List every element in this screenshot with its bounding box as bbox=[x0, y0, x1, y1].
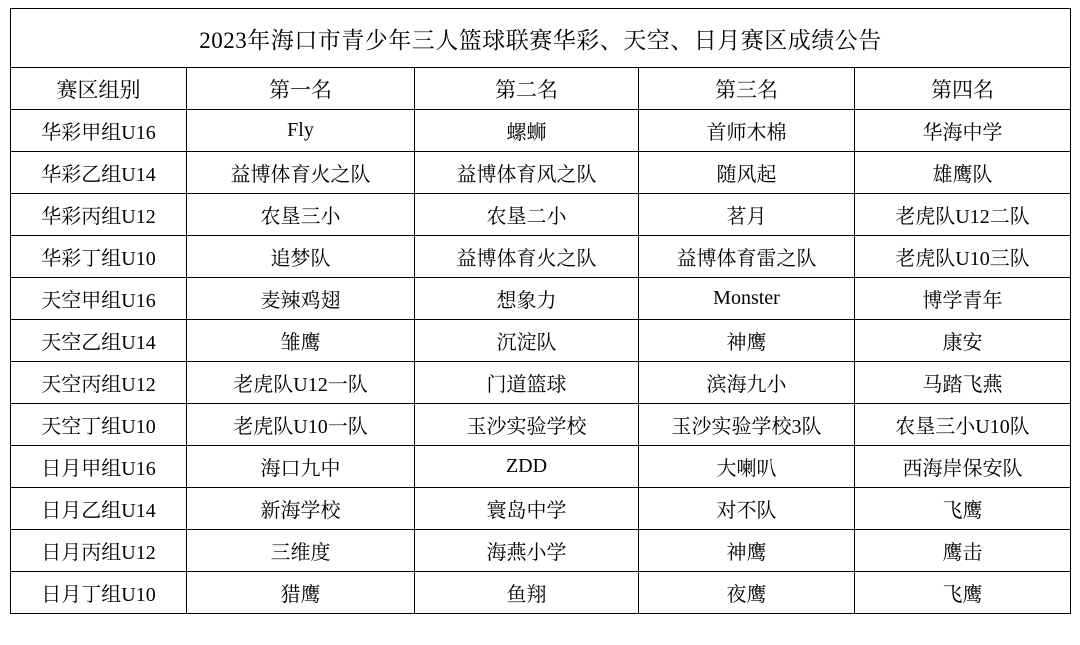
cell-second: 益博体育风之队 bbox=[415, 152, 639, 194]
cell-third: 神鹰 bbox=[639, 530, 855, 572]
cell-second: 益博体育火之队 bbox=[415, 236, 639, 278]
table-row bbox=[11, 152, 1071, 194]
cell-second: 玉沙实验学校 bbox=[415, 404, 639, 446]
cell-first: Fly bbox=[187, 110, 415, 152]
cell-second: 螺蛳 bbox=[415, 110, 639, 152]
cell-fourth: 老虎队U12二队 bbox=[855, 194, 1071, 236]
cell-first: 追梦队 bbox=[187, 236, 415, 278]
cell-fourth: 华海中学 bbox=[855, 110, 1071, 152]
cell-group: 日月丁组U10 bbox=[11, 572, 187, 614]
cell-group: 华彩乙组U14 bbox=[11, 152, 187, 194]
cell-group: 天空丙组U12 bbox=[11, 362, 187, 404]
cell-first: 老虎队U10一队 bbox=[187, 404, 415, 446]
cell-group: 天空丁组U10 bbox=[11, 404, 187, 446]
table-row bbox=[11, 404, 1071, 446]
cell-third: 滨海九小 bbox=[639, 362, 855, 404]
cell-first: 三维度 bbox=[187, 530, 415, 572]
table-row bbox=[11, 194, 1071, 236]
column-header-first: 第一名 bbox=[187, 68, 415, 110]
cell-second: 寰岛中学 bbox=[415, 488, 639, 530]
cell-fourth: 农垦三小U10队 bbox=[855, 404, 1071, 446]
column-header-third: 第三名 bbox=[639, 68, 855, 110]
cell-fourth: 老虎队U10三队 bbox=[855, 236, 1071, 278]
cell-first: 益博体育火之队 bbox=[187, 152, 415, 194]
cell-group: 天空乙组U14 bbox=[11, 320, 187, 362]
cell-third: 夜鹰 bbox=[639, 572, 855, 614]
cell-first: 新海学校 bbox=[187, 488, 415, 530]
table-row bbox=[11, 320, 1071, 362]
cell-third: 茗月 bbox=[639, 194, 855, 236]
cell-third: 首师木棉 bbox=[639, 110, 855, 152]
table-row bbox=[11, 236, 1071, 278]
results-table bbox=[10, 8, 1071, 614]
cell-fourth: 雄鹰队 bbox=[855, 152, 1071, 194]
cell-first: 老虎队U12一队 bbox=[187, 362, 415, 404]
cell-second: 海燕小学 bbox=[415, 530, 639, 572]
table-row bbox=[11, 572, 1071, 614]
cell-third: 玉沙实验学校3队 bbox=[639, 404, 855, 446]
cell-second: 农垦二小 bbox=[415, 194, 639, 236]
cell-second: 沉淀队 bbox=[415, 320, 639, 362]
cell-first: 麦辣鸡翅 bbox=[187, 278, 415, 320]
cell-second: ZDD bbox=[415, 446, 639, 488]
cell-third: 对不队 bbox=[639, 488, 855, 530]
cell-second: 鱼翔 bbox=[415, 572, 639, 614]
table-row bbox=[11, 362, 1071, 404]
cell-group: 华彩丙组U12 bbox=[11, 194, 187, 236]
cell-fourth: 飞鹰 bbox=[855, 572, 1071, 614]
cell-fourth: 博学青年 bbox=[855, 278, 1071, 320]
cell-group: 日月乙组U14 bbox=[11, 488, 187, 530]
table-row bbox=[11, 110, 1071, 152]
cell-fourth: 马踏飞燕 bbox=[855, 362, 1071, 404]
cell-fourth: 飞鹰 bbox=[855, 488, 1071, 530]
cell-group: 华彩甲组U16 bbox=[11, 110, 187, 152]
cell-second: 想象力 bbox=[415, 278, 639, 320]
cell-first: 猎鹰 bbox=[187, 572, 415, 614]
cell-group: 天空甲组U16 bbox=[11, 278, 187, 320]
cell-third: 益博体育雷之队 bbox=[639, 236, 855, 278]
table-row bbox=[11, 446, 1071, 488]
column-header-second: 第二名 bbox=[415, 68, 639, 110]
page-title: 2023年海口市青少年三人篮球联赛华彩、天空、日月赛区成绩公告 bbox=[11, 9, 1071, 68]
cell-first: 农垦三小 bbox=[187, 194, 415, 236]
cell-group: 华彩丁组U10 bbox=[11, 236, 187, 278]
table-row bbox=[11, 530, 1071, 572]
cell-third: Monster bbox=[639, 278, 855, 320]
cell-fourth: 西海岸保安队 bbox=[855, 446, 1071, 488]
cell-third: 神鹰 bbox=[639, 320, 855, 362]
cell-group: 日月甲组U16 bbox=[11, 446, 187, 488]
table-row bbox=[11, 278, 1071, 320]
cell-second: 门道篮球 bbox=[415, 362, 639, 404]
table-row bbox=[11, 488, 1071, 530]
cell-fourth: 鹰击 bbox=[855, 530, 1071, 572]
cell-first: 雏鹰 bbox=[187, 320, 415, 362]
table-title-row bbox=[11, 9, 1071, 68]
column-header-group: 赛区组别 bbox=[11, 68, 187, 110]
cell-third: 随风起 bbox=[639, 152, 855, 194]
cell-fourth: 康安 bbox=[855, 320, 1071, 362]
column-header-fourth: 第四名 bbox=[855, 68, 1071, 110]
table-header-row bbox=[11, 68, 1071, 110]
cell-group: 日月丙组U12 bbox=[11, 530, 187, 572]
cell-first: 海口九中 bbox=[187, 446, 415, 488]
cell-third: 大喇叭 bbox=[639, 446, 855, 488]
